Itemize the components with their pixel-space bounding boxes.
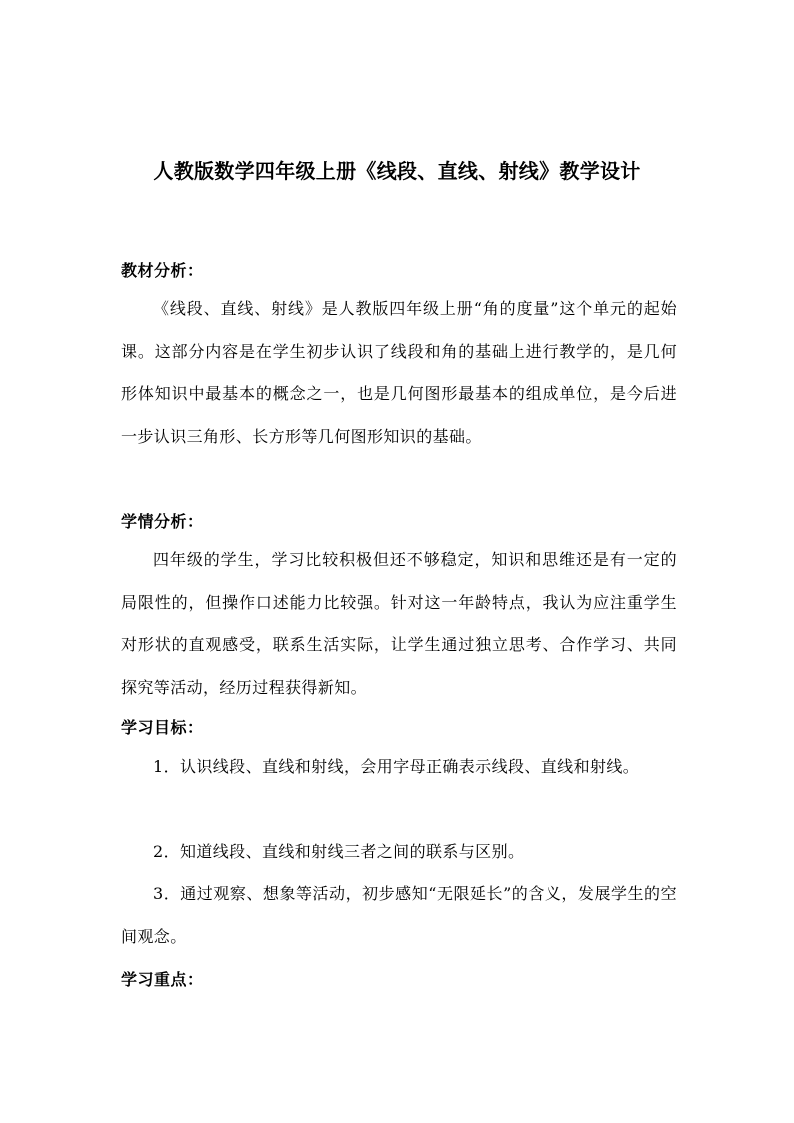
section-heading-learning-focus: 学习重点： (121, 970, 204, 989)
section-heading-student-analysis: 学情分析： (121, 512, 204, 531)
objective-item-3: 3．通过观察、想象等活动，初步感知“无限延长”的含义，发展学生的空间观念。 (121, 884, 677, 946)
objective-item-1: 1．认识线段、直线和射线，会用字母正确表示线段、直线和射线。 (153, 757, 640, 776)
paragraph-student-analysis: 四年级的学生，学习比较积极但还不够稳定，知识和思维还是有一定的局限性的，但操作口述能力比较强。针对这一年龄特点，我认为应注重学生对形状的直观感受，联系生活实际，让学生通过独立思考、合作学习、共同探究等活动，经历过程获得新知。 (121, 550, 677, 697)
section-heading-learning-objectives: 学习目标： (121, 718, 204, 737)
paragraph-textbook-analysis: 《线段、直线、射线》是人教版四年级上册“角的度量”这个单元的起始课。这部分内容是在学生初步认识了线段和角的基础上进行教学的，是几何形体知识中最基本的概念之一，也是几何图形最基本的组成单位，是今后进一步认识三角形、长方形等几何图形知识的基础。 (121, 299, 677, 446)
section-heading-textbook-analysis: 教材分析： (121, 261, 204, 280)
document-title: 人教版数学四年级上册《线段、直线、射线》教学设计 (153, 159, 641, 183)
objective-item-2: 2．知道线段、直线和射线三者之间的联系与区别。 (153, 842, 525, 861)
